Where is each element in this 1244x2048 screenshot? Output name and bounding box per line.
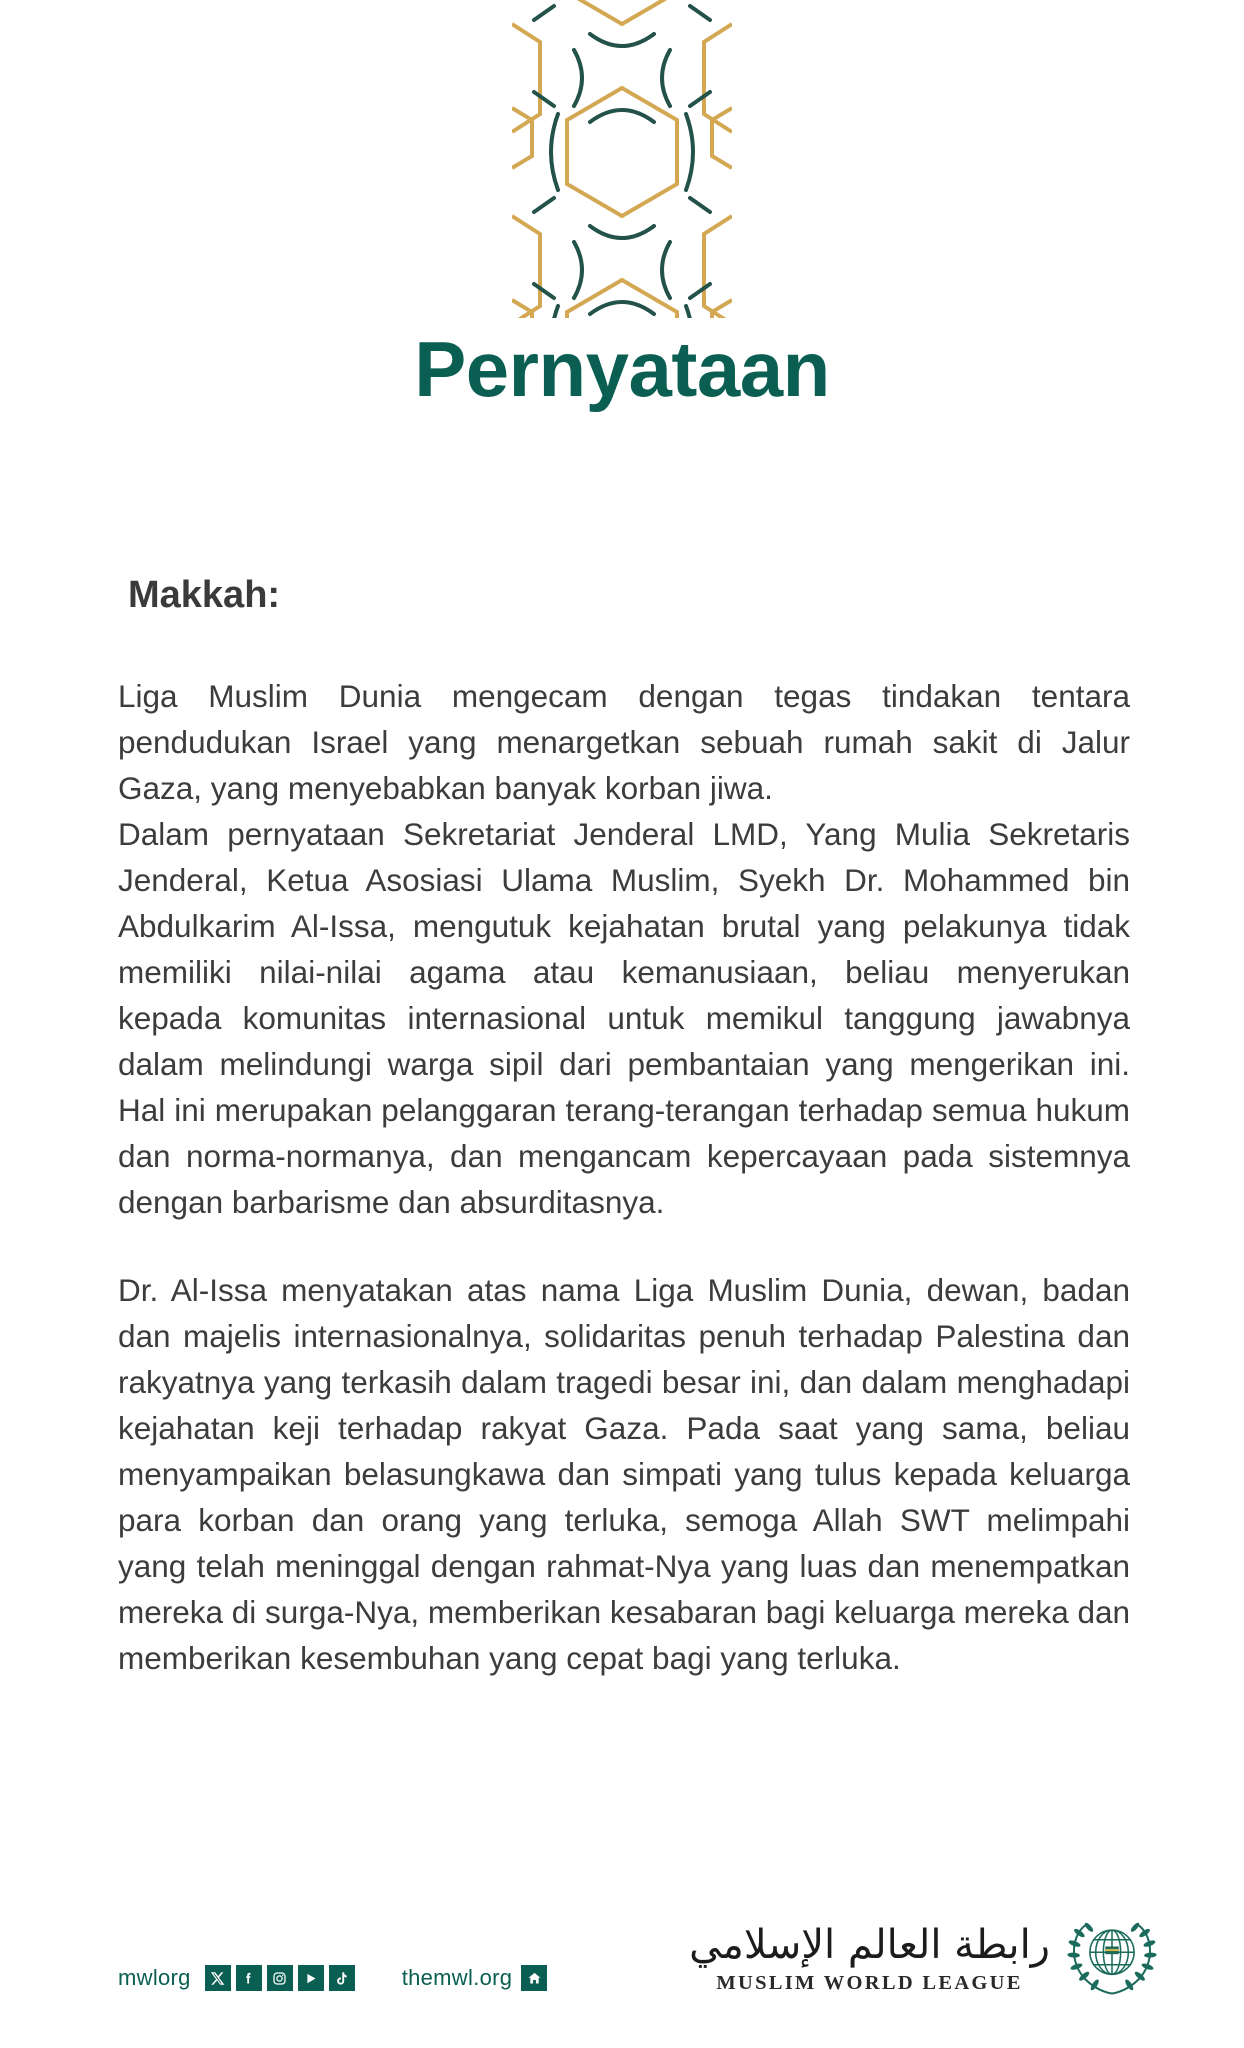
brand-logo [689, 1910, 1160, 2006]
tiktok-icon[interactable] [329, 1965, 355, 1991]
paragraph-2: Dalam pernyataan Sekretariat Jenderal LMD, Yang Mulia Sekretaris Jenderal, Ketua Asosiasi Ulama Muslim, Syekh Dr. Mohammed bin Abdulkarim Al-Issa, mengutuk kejahatan brutal yang pelakunya tidak memiliki nilai-nilai agama atau kemanusiaan, beliau menyerukan kepada komunitas internasional untuk memikul tanggung jawabnya dalam melindungi warga sipil dari pembantaian yang mengerikan ini. Hal ini merupakan pelanggaran terang-terangan terhadap semua hukum dan norma-normanya, dan mengancam kepercayaan pada sistemnya dengan barbarisme dan absurditasnya. [118, 815, 1130, 1220]
city-label: Makkah: [128, 574, 281, 616]
brand-arabic-name: رابطة العالم الإسلامي [689, 1921, 1050, 1968]
x-twitter-icon[interactable] [205, 1965, 231, 1991]
youtube-icon[interactable] [298, 1965, 324, 1991]
paragraph-spacer [118, 1225, 1130, 1267]
statement-content [118, 575, 1130, 1681]
brand-wordmark [689, 1922, 1050, 1995]
brand-english-name: MUSLIM WORLD LEAGUE [716, 1971, 1023, 1994]
page-title: Pernyataan [414, 325, 830, 413]
social-handle: mwlorg [118, 1965, 191, 1990]
website-url: themwl.org [401, 1965, 513, 1990]
facebook-icon[interactable] [236, 1965, 262, 1991]
header-ornament [512, 0, 732, 318]
footer [0, 1878, 1244, 2048]
paragraph-3: Dr. Al-Issa menyatakan atas nama Liga Muslim Dunia, dewan, badan dan majelis internasionalnya, solidaritas penuh terhadap Palestina dan rakyatnya yang terkasih dalam tragedi besar ini, dan dalam menghadapi kejahatan keji terhadap rakyat Gaza. Pada saat yang sama, beliau menyampaikan belasungkawa dan simpati yang tulus kepada keluarga para korban dan orang yang terluka, semoga Allah SWT melimpahi yang telah meninggal dengan rahmat-Nya yang luas dan menempatkan mereka di surga-Nya, memberikan kesabaran bagi keluarga mereka dan memberikan kesembuhan yang cepat bagi yang terluka. [118, 1271, 1131, 1676]
islamic-geometric-pattern-icon [512, 0, 732, 318]
globe-wreath-emblem-icon [1064, 1910, 1160, 2006]
home-icon[interactable] [521, 1965, 547, 1991]
paragraph-1: Liga Muslim Dunia mengecam dengan tegas tindakan tentara pendudukan Israel yang menargetkan sebuah rumah sakit di Jalur Gaza, yang menyebabkan banyak korban jiwa. [118, 677, 1130, 806]
social-links-row [118, 1965, 552, 1991]
website-link[interactable] [402, 1965, 553, 1991]
instagram-icon[interactable] [267, 1965, 293, 1991]
